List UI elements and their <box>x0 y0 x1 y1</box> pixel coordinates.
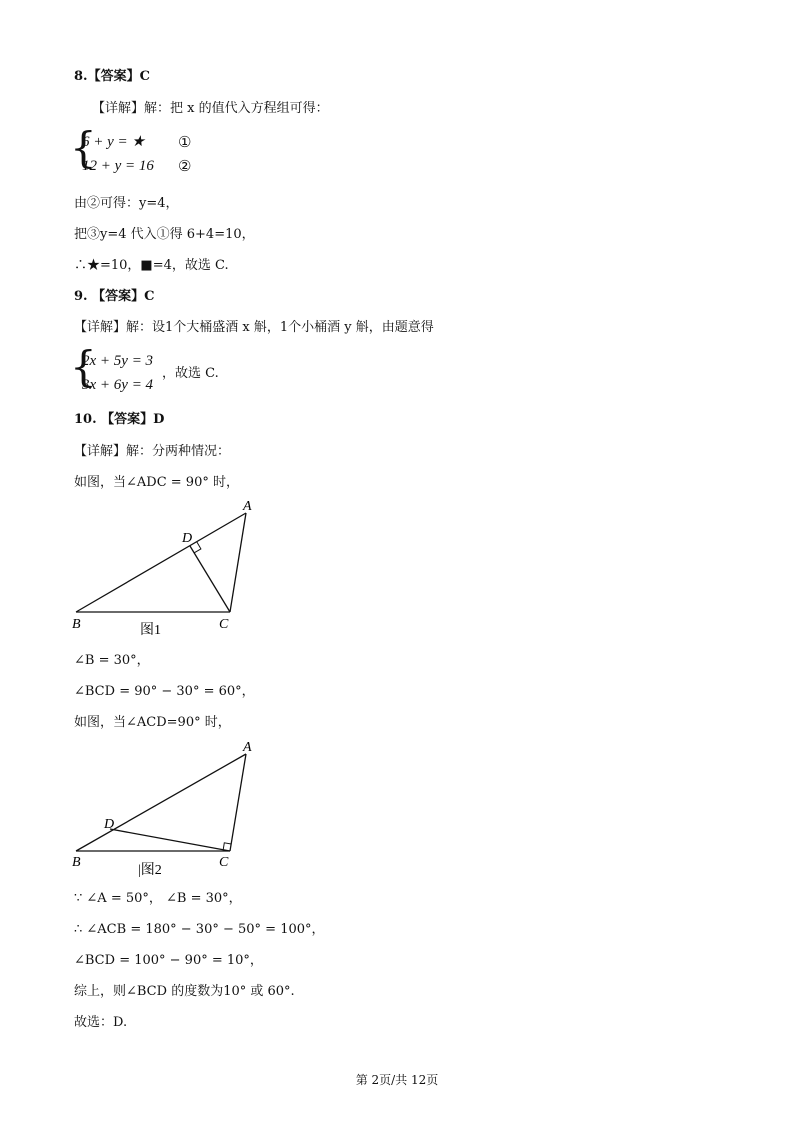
q9-system-brace: { <box>70 342 97 391</box>
q8-step-1: 由②可得：y=4， <box>74 196 179 211</box>
fig1-side-ac <box>230 513 246 612</box>
q10-case2-step-1: ∵ ∠A = 50°， ∠B = 30°， <box>74 891 242 906</box>
fig1-caption: 图1 <box>140 623 161 638</box>
q8-detail: 【详解】解：把 x 的值代入方程组可得： <box>92 101 329 116</box>
q8-step-2: 把③y=4 代入①得 6+4=10， <box>74 227 255 242</box>
fig1-label-a: A <box>243 499 252 514</box>
q8-step-3: ∴★=10，■=4，故选 C. <box>74 258 229 273</box>
fig1-label-d: D <box>182 531 193 546</box>
q10-case1-step-2: ∠BCD = 90° − 30° = 60°， <box>74 684 255 699</box>
q10-case1-intro: 如图，当∠ADC = 90° 时， <box>74 475 239 490</box>
q9-conclusion: ，故选 C. <box>162 366 219 381</box>
fig1-label-b: B <box>72 617 81 632</box>
q10-summary: 综上，则∠BCD 的度数为10° 或 60°. <box>74 984 295 999</box>
fig2-caption: |图2 <box>138 863 162 878</box>
fig2-segment-cd <box>110 829 230 851</box>
q8-equation-1-number: ① <box>178 133 192 151</box>
fig1-right-angle-mark <box>194 542 201 553</box>
fig2-side-ac <box>230 754 246 851</box>
q10-case1-step-1: ∠B = 30°， <box>74 653 150 668</box>
q10-detail: 【详解】解：分两种情况： <box>74 444 231 459</box>
fig2-label-a: A <box>243 740 252 755</box>
q8-equation-2: 12 + y = 16 <box>82 158 154 174</box>
fig2-label-d: D <box>104 817 115 832</box>
fig2-label-c: C <box>219 855 229 870</box>
fig1-label-c: C <box>219 617 229 632</box>
q10-heading: 10. 【答案】D <box>74 412 165 427</box>
q8-heading: 8.【答案】C <box>74 69 150 84</box>
fig1-segment-cd <box>190 546 230 612</box>
q8-equation-2-number: ② <box>178 157 192 175</box>
figure-1-triangle <box>60 495 280 645</box>
q10-case2-intro: 如图，当∠ACD=90° 时， <box>74 715 231 730</box>
fig2-label-b: B <box>72 855 81 870</box>
fig2-side-ba <box>76 754 246 851</box>
q9-heading: 9. 【答案】C <box>74 289 155 304</box>
q9-detail: 【详解】解：设1个大桶盛酒 x 斛，1个小桶酒 y 斛，由题意得 <box>74 320 434 335</box>
q10-case2-step-3: ∠BCD = 100° − 90° = 10°， <box>74 953 263 968</box>
q8-system-brace: { <box>70 123 97 172</box>
q8-equation-1: 6 + y = ★ <box>82 134 145 150</box>
q9-equation-2: 3x + 6y = 4 <box>82 377 154 393</box>
q10-answer: 故选：D. <box>74 1015 128 1030</box>
q10-case2-step-2: ∴ ∠ACB = 180° − 30° − 50° = 100°， <box>74 922 325 937</box>
figure-2-triangle <box>60 732 280 882</box>
q9-equation-1: 2x + 5y = 3 <box>82 353 154 369</box>
page-footer: 第 2页/共 12页 <box>355 1073 439 1087</box>
